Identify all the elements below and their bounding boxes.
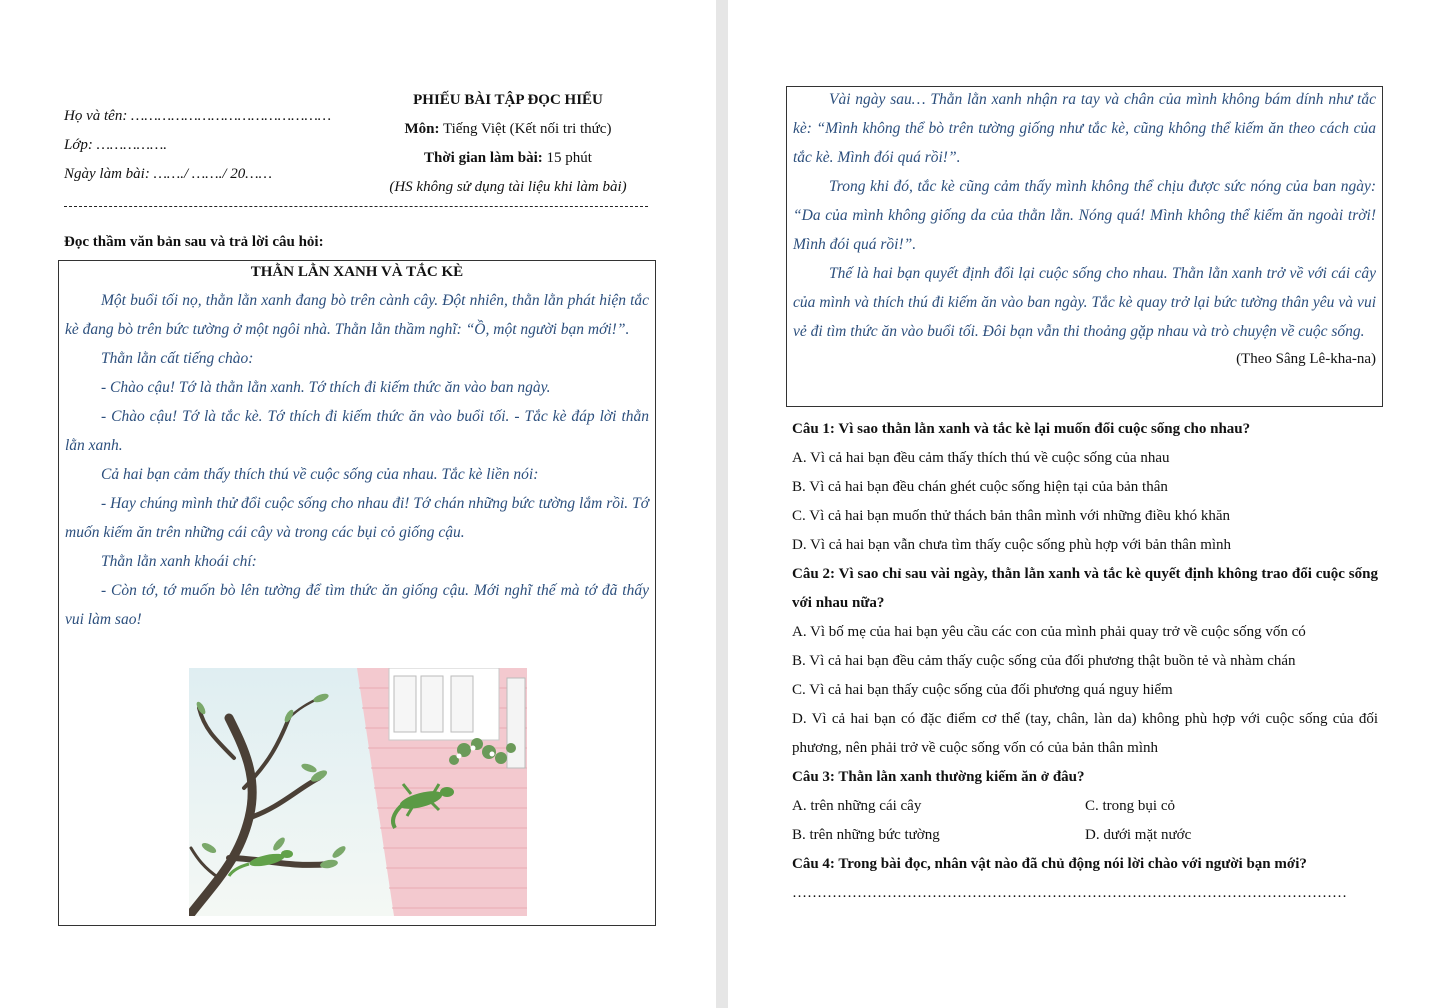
story-text-part-2 bbox=[793, 85, 1376, 346]
story-paragraph: Thế là hai bạn quyết định đổi lại cuộc sống cho nhau. Thằn lằn xanh trở về với cái cây của mình và thích thú đi kiếm ăn vào ban ngày. Tắc kè quay trở lại bức tường thân yêu và vui vẻ đi tìm thức ăn vào buổi tối. Đôi bạn vẫn thi thoảng gặp nhau và trò chuyện về cuộc sống. bbox=[793, 265, 1376, 340]
question-1-option-d[interactable]: D. Vì cả hai bạn vẫn chưa tìm thấy cuộc sống phù hợp với bản thân mình bbox=[792, 537, 1232, 553]
question-2: Câu 2: Vì sao chỉ sau vài ngày, thằn lằn xanh và tắc kè quyết định không trao đổi cuộc sống với nhau nữa? bbox=[792, 566, 1378, 611]
question-3-option-c[interactable]: C. trong bụi cỏ bbox=[1085, 798, 1175, 814]
story-paragraph: Cả hai bạn cảm thấy thích thú về cuộc sống của nhau. Tắc kè liền nói: bbox=[101, 466, 539, 483]
time-line bbox=[360, 144, 656, 173]
story-title: THẰN LẰN XANH VÀ TẮC KÈ bbox=[250, 264, 464, 280]
worksheet-header bbox=[360, 86, 656, 202]
story-box bbox=[58, 260, 656, 926]
question-3-options-row-2 bbox=[792, 821, 1378, 850]
subject-value: Tiếng Việt (Kết nối tri thức) bbox=[439, 121, 612, 137]
student-info bbox=[64, 102, 331, 189]
story-paragraph: Trong khi đó, tắc kè cũng cảm thấy mình không thể chịu được sức nóng của ban ngày: “Da của mình không giống da của thằn lằn. Nóng quá! Mình không thể kiếm ăn ngoài trời! Mình đói quá rồi!”. bbox=[793, 178, 1376, 253]
question-3-options-row-1 bbox=[792, 792, 1378, 821]
story-illustration bbox=[189, 668, 527, 916]
note-line: (HS không sử dụng tài liệu khi làm bài) bbox=[389, 179, 627, 195]
page-2 bbox=[728, 0, 1441, 1008]
instruction-text: Đọc thầm văn bản sau và trả lời câu hỏi: bbox=[64, 234, 324, 250]
questions-section bbox=[792, 415, 1378, 908]
class-line: Lớp: ……………. bbox=[64, 137, 168, 153]
worksheet-title: PHIẾU BÀI TẬP ĐỌC HIỂU bbox=[413, 92, 603, 108]
question-4-answer-line[interactable]: ………………………………………………………………………………………………… bbox=[792, 885, 1347, 901]
question-2-option-b[interactable]: B. Vì cả hai bạn đều cảm thấy cuộc sống của đối phương thật buồn tẻ và nhàm chán bbox=[792, 653, 1296, 669]
question-2-option-a[interactable]: A. Vì bố mẹ của hai bạn yêu cầu các con của mình phải quay trở về cuộc sống vốn có bbox=[792, 624, 1306, 640]
subject-label: Môn: bbox=[404, 121, 440, 137]
subject-line bbox=[360, 115, 656, 144]
date-line: Ngày làm bài: ……./ ……./ 20…… bbox=[64, 166, 272, 182]
question-3-option-a[interactable]: A. trên những cái cây bbox=[792, 798, 922, 814]
page-divider bbox=[716, 0, 728, 1008]
question-1-option-a[interactable]: A. Vì cả hai bạn đều cảm thấy thích thú về cuộc sống của nhau bbox=[792, 450, 1170, 466]
story-text-part-1 bbox=[65, 286, 649, 634]
question-3-option-b[interactable]: B. trên những bức tường bbox=[792, 827, 940, 843]
question-3: Câu 3: Thằn lằn xanh thường kiếm ăn ở đâu? bbox=[792, 769, 1085, 785]
story-box-continued bbox=[786, 86, 1383, 407]
story-paragraph: Thằn lằn cất tiếng chào: bbox=[101, 350, 254, 367]
story-paragraph: - Còn tớ, tớ muốn bò lên tường để tìm thức ăn giống cậu. Mới nghĩ thế mà tớ đã thấy vui làm sao! bbox=[65, 582, 649, 628]
student-name-line: Họ và tên: ……………………………………… bbox=[64, 108, 332, 124]
dashed-separator bbox=[64, 206, 648, 207]
story-paragraph: - Chào cậu! Tớ là thằn lằn xanh. Tớ thích đi kiếm thức ăn vào ban ngày. bbox=[101, 379, 551, 396]
story-paragraph: - Chào cậu! Tớ là tắc kè. Tớ thích đi kiếm thức ăn vào buổi tối. - Tắc kè đáp lời thằn lằn xanh. bbox=[65, 408, 649, 454]
question-1-option-c[interactable]: C. Vì cả hai bạn muốn thử thách bản thân mình với những điều khó khăn bbox=[792, 508, 1231, 524]
page-1 bbox=[0, 0, 716, 1008]
question-2-option-d[interactable]: D. Vì cả hai bạn có đặc điểm cơ thể (tay, chân, làn da) không phù hợp với cuộc sống của đối phương, nên phải trở về cuộc sống vốn có của bản thân mình bbox=[792, 711, 1378, 756]
story-paragraph: - Hay chúng mình thử đổi cuộc sống cho nhau đi! Tớ chán những bức tường lắm rồi. Tớ muốn kiếm ăn trên những cái cây và trong các bụi cỏ giống cậu. bbox=[65, 495, 649, 541]
question-1: Câu 1: Vì sao thằn lằn xanh và tắc kè lại muốn đổi cuộc sống cho nhau? bbox=[792, 421, 1251, 437]
story-source: (Theo Sâng Lê-kha-na) bbox=[1236, 351, 1376, 367]
question-1-option-b[interactable]: B. Vì cả hai bạn đều chán ghét cuộc sống hiện tại của bản thân bbox=[792, 479, 1168, 495]
story-paragraph: Vài ngày sau… Thằn lằn xanh nhận ra tay và chân của mình không bám dính như tắc kè: “Mình không thể bò trên tường giống như tắc kè, cũng không thể kiếm ăn theo cách của tắc kè. Mình đói quá rồi!”. bbox=[793, 91, 1376, 166]
time-label: Thời gian làm bài: bbox=[424, 150, 543, 166]
question-3-option-d[interactable]: D. dưới mặt nước bbox=[1085, 827, 1192, 843]
time-value: 15 phút bbox=[542, 150, 592, 166]
question-4: Câu 4: Trong bài đọc, nhân vật nào đã chủ động nói lời chào với người bạn mới? bbox=[792, 856, 1307, 872]
lizard-gecko-illustration bbox=[189, 668, 527, 916]
story-paragraph: Thằn lằn xanh khoái chí: bbox=[101, 553, 257, 570]
question-2-option-c[interactable]: C. Vì cả hai bạn thấy cuộc sống của đối phương quá nguy hiểm bbox=[792, 682, 1173, 698]
story-paragraph: Một buổi tối nọ, thằn lằn xanh đang bò trên cành cây. Đột nhiên, thằn lằn phát hiện tắc kè đang bò trên bức tường ở một ngôi nhà. Thằn lằn thầm nghĩ: “Ồ, một người bạn mới!”. bbox=[65, 292, 649, 338]
